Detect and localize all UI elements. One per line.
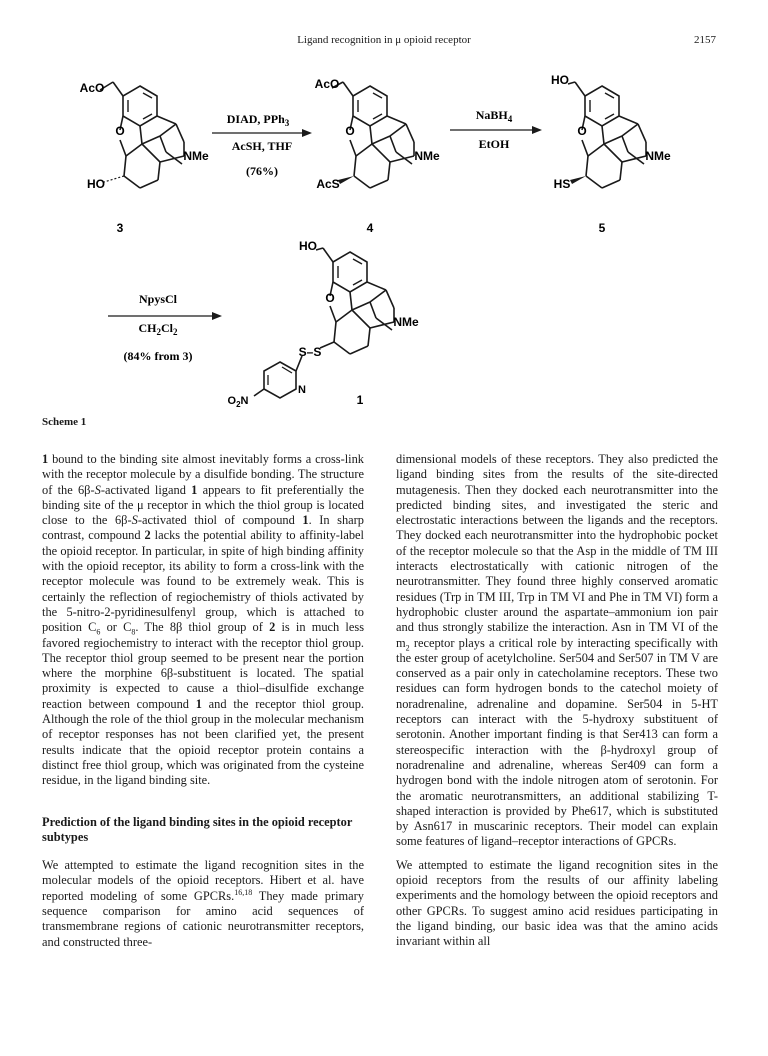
text-run: dimensional models of these receptors. They also predicted the ligand binding sites from the results of the site-directed mutagenesis. Then they docked each neurotransmitter into the predicted binding sites, and investigated the steric and electrostatic interactions between the ligands and the receptors. They docked each neurotransmitter into the hydrophobic pocket of the receptor molecule so that the Asp in the middle of TM III interacts electrostatically with cationic nitrogen of the neurotransmitter. They found three highly conserved aromatic residues (Trp in TM III, Trp in TM VI and Phe in TM VI) form a hydrophobic cluster around the aspartate–ammonium ion pair and thus strongly stabilize the interaction. Asn in TM VI of the m (396, 452, 718, 650)
label-nme-1: NMe (393, 315, 419, 329)
text-run: 2 (269, 620, 276, 635)
text-run: or C (100, 620, 132, 635)
label-ho-5: HO (551, 73, 569, 87)
text-run: They made primary sequence comparison for amino acid sequences of transmembrane regions of cationic neurotransmitter receptors, and constructed three- (42, 888, 364, 949)
text-run: We attempted to estimate the ligand recognition sites in the molecular models of the opioid receptors. Hibert et al. have reported modeling of some GPCRs. (42, 858, 364, 903)
step3-solvent: $CH_2Cl_2$ (138, 321, 178, 337)
text-run: 8 (131, 627, 136, 637)
compound-4-number: 4 (366, 221, 374, 235)
text-run: is in much less favored regiochemistry to interact with the receptor thiol group. The receptor thiol group seemed to be present near the portion where the morphine 6β-substituent is located. The spatial proximity is expected to cause a thiol–disulfide exchange reaction between compound (42, 620, 365, 711)
step3-reagent: NpysCl (138, 292, 178, 306)
label-acs: AcS (316, 177, 340, 191)
label-hs: HS (553, 177, 571, 191)
reaction-arrow-1 (212, 112, 312, 178)
label-nme-5: NMe (645, 149, 671, 163)
text-run: S (94, 482, 101, 497)
step3-yield: (84% from 3) (123, 349, 193, 363)
text-run: 2 (144, 528, 151, 543)
label-nme-4: NMe (414, 149, 440, 163)
label-aco-4: AcO (314, 77, 340, 91)
text-run: S (131, 513, 138, 528)
label-ho-6: HO (87, 177, 105, 191)
label-pyridine-n: N (298, 384, 306, 396)
reaction-scheme (0, 60, 768, 410)
text-run: We attempted to estimate the ligand recognition sites in the opioid receptors from the results of our affinity labeling experiments and the homology between the opioid receptors and other GPCRs. To suggest amino acid residues participating in the ligand binding, our basic idea was that the amino acids invariant within all (396, 857, 718, 949)
right-paragraph-1 (396, 452, 718, 850)
compound-5-structure (551, 73, 671, 235)
text-run: and the receptor thiol group. Although the role of the thiol group in the molecular mechanism of receptor responses has not been clarified yet, the present results indicate that the opioid receptor protein contains a distinct free thiol group, which was originated from the cysteine residue, in the ligand binding site. (42, 696, 364, 788)
label-o-1: O (325, 291, 335, 305)
text-run: 16,18 (234, 887, 253, 897)
label-o-4: O (345, 124, 355, 138)
text-run: . The 8β thiol group of (135, 620, 270, 635)
compound-1-number: 1 (356, 393, 364, 407)
text-run: 1 (191, 482, 198, 497)
right-column (396, 452, 718, 950)
text-run: . In sharp contrast, compound (42, 513, 365, 543)
compound-5-number: 5 (598, 221, 606, 235)
reaction-arrow-2 (450, 108, 542, 151)
step2-solvent: EtOH (478, 137, 510, 151)
scheme-caption: Scheme 1 (42, 416, 87, 428)
page-number: 2157 (694, 34, 716, 46)
left-column (42, 452, 364, 950)
text-run: 2 (405, 643, 410, 653)
left-paragraph-1 (42, 452, 364, 789)
compound-3-structure (80, 81, 209, 235)
text-run: -activated ligand (100, 482, 192, 497)
compound-1-structure (228, 239, 419, 409)
label-aco: AcO (79, 81, 105, 95)
left-paragraph-2 (42, 858, 364, 950)
text-run: 1 (302, 513, 309, 528)
running-title: Ligand recognition in μ opioid receptor (297, 34, 471, 46)
text-run: 6 (96, 627, 101, 637)
text-run: 1 (195, 696, 202, 711)
label-o: O (115, 124, 125, 138)
text-run: bound to the binding site almost inevitably forms a cross-link with the receptor molecule by a disulfide bonding. The structure of the 6β- (42, 452, 364, 497)
compound-3-number: 3 (116, 221, 124, 235)
step2-reagents: NaBH$_4$ (475, 108, 513, 124)
text-run: lacks the potential ability to affinity-label the opioid receptor. In particular, in spite of high binding affinity with the opioid receptor, its ability to form a cross-link with the receptor molecule was found to be extremely weak. This is certainly the reflection of regiochemistry of thiols activated by the 5-nitro-2-pyridinesulfenyl group, which is attached to position C (42, 528, 364, 635)
text-run: 1 (42, 452, 49, 466)
text-run: receptor plays a critical role by interacting specifically with the ester group of acetylcholine. Ser504 and Ser507 in TM V are conserved as a pair only in catecholamine receptors. These two residues can form hydrogen bonds to the catechol moiety of noradrenaline, adrenaline and dopamine. Ser504 in 5-HT receptors can interact with the 5-hydroxy substituent of serotonin. Another important finding is that Ser413 can form a stereospecific interaction with the β-hydroxyl group of noradrenaline and adrenaline, whereas Ser409 can form a hydrogen bond with the indole nitrogen atom of serotonin. For the aromatic neurotransmitters, an additional stabilizing T-shaped interaction is provided by Phe617, which is substituted by Asn617 in muscarinic receptors. Their model can explain some features of ligand–receptor interactions of GPCRs. (396, 635, 718, 849)
label-nme: NMe (183, 149, 209, 163)
text-run: -activated thiol of compound (137, 513, 303, 528)
right-paragraph-2 (396, 858, 718, 950)
compound-4-structure (315, 77, 440, 235)
section-heading: Prediction of the ligand binding sites in the opioid receptor subtypes (42, 814, 353, 844)
text-run: appears to fit preferentially the binding site of the μ receptor in which the thiol group is located close to the 6β- (42, 482, 364, 528)
label-o-5: O (577, 124, 587, 138)
label-ss: S–S (298, 345, 322, 359)
step1-reagents-2: AcSH, THF (231, 139, 293, 153)
label-nitro: $O_2N$ (227, 395, 249, 409)
step1-yield: (76%) (246, 164, 278, 178)
step1-reagents: DIAD, PPh$_3$ (226, 112, 290, 128)
running-header (0, 34, 768, 50)
label-ho-1: HO (299, 239, 317, 253)
reaction-arrow-3 (108, 292, 222, 363)
